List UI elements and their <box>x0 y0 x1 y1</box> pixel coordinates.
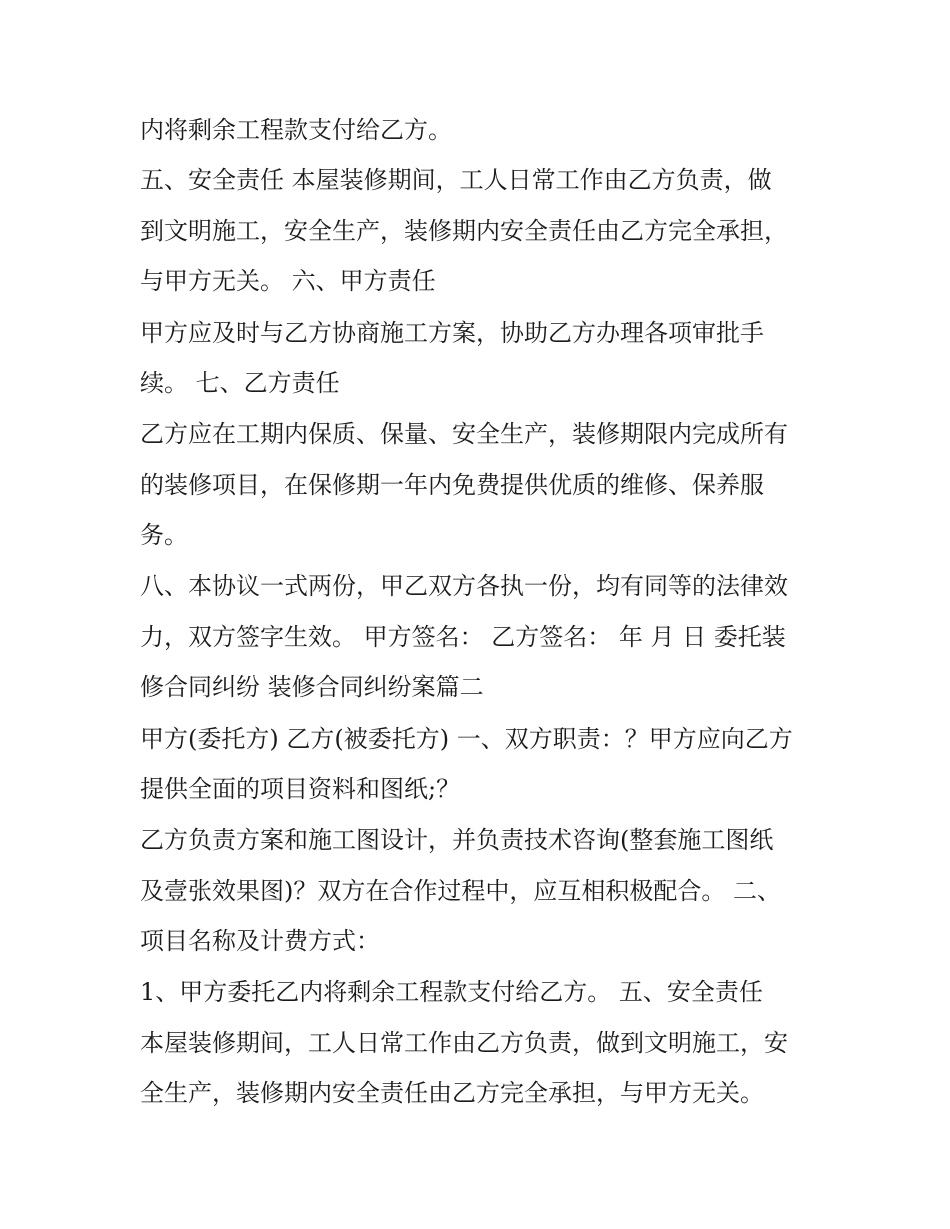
text-line-1: 内将剩余工程款支付给乙方。 <box>140 116 452 144</box>
text-line-6: 续。 七、乙方责任 <box>140 369 340 397</box>
text-line-5: 甲方应及时与乙方协商施工方案，协助乙方办理各项审批手 <box>140 319 764 347</box>
text-line-15: 乙方负责方案和施工图设计，并负责技术咨询(整套施工图纸 <box>140 826 774 854</box>
text-line-18: 1、甲方委托乙内将剩余工程款支付给乙方。 五、安全责任 <box>140 978 763 1006</box>
text-line-14: 提供全面的项目资料和图纸;？ <box>140 775 461 803</box>
text-line-16: 及壹张效果图)？双方在合作过程中，应互相积极配合。 二、 <box>140 877 781 905</box>
text-line-20: 全生产，装修期内安全责任由乙方完全承担，与甲方无关。 <box>140 1079 764 1107</box>
text-line-12: 修合同纠纷 装修合同纠纷案篇二 <box>140 673 484 701</box>
text-line-17: 项目名称及计费方式： <box>140 927 380 955</box>
text-line-2: 五、安全责任 本屋装修期间，工人日常工作由乙方负责，做 <box>140 166 772 194</box>
text-line-13: 甲方(委托方) 乙方(被委托方) 一、双方职责：？甲方应向乙方 <box>140 725 793 753</box>
text-line-4: 与甲方无关。 六、甲方责任 <box>140 267 436 295</box>
text-line-9: 务。 <box>140 521 188 549</box>
text-line-10: 八、本协议一式两份，甲乙双方各执一份，均有同等的法律效 <box>140 572 788 600</box>
text-line-7: 乙方应在工期内保质、保量、安全生产，装修期限内完成所有 <box>140 420 788 448</box>
text-line-8: 的装修项目，在保修期一年内免费提供优质的维修、保养服 <box>140 471 764 499</box>
text-line-19: 本屋装修期间，工人日常工作由乙方负责，做到文明施工，安 <box>140 1029 788 1057</box>
text-line-3: 到文明施工，安全生产，装修期内安全责任由乙方完全承担， <box>140 217 788 245</box>
text-line-11: 力，双方签字生效。 甲方签名： 乙方签名： 年 月 日 委托装 <box>140 623 786 651</box>
